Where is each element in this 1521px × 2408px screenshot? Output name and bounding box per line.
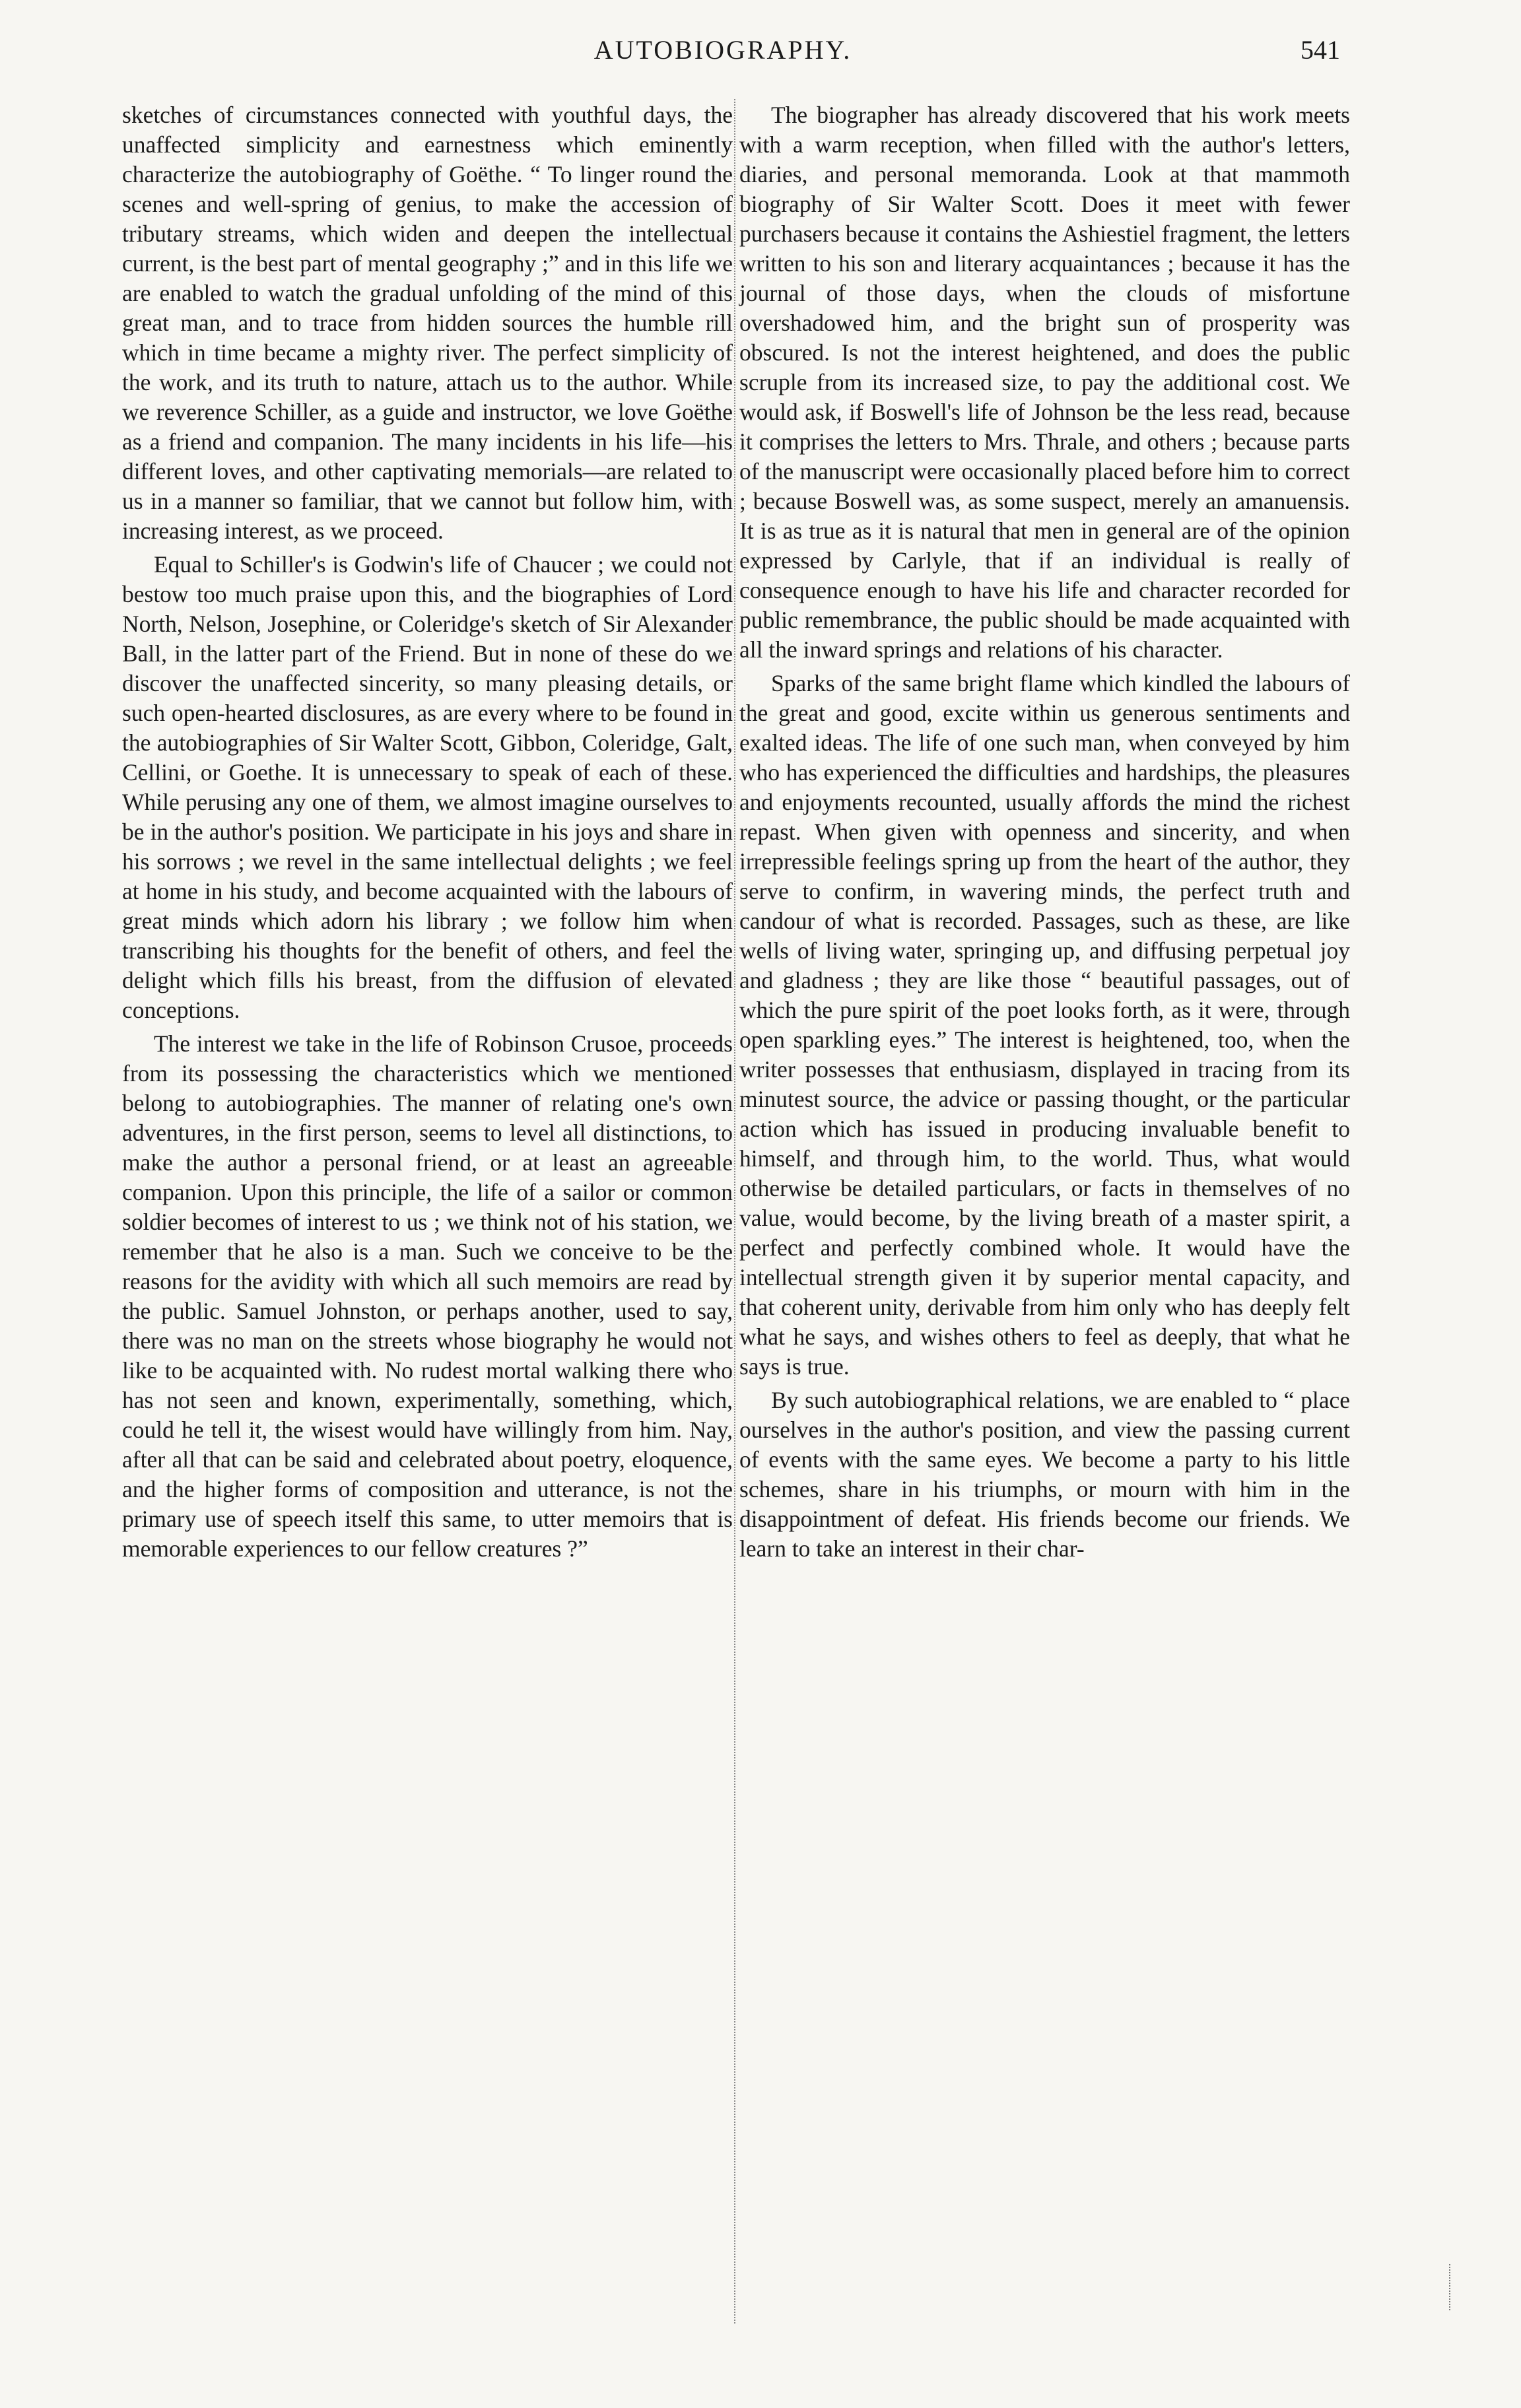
left-paragraph-3: The interest we take in the life of Robinson Crusoe, proceeds from its possessing the characteristics which we mentioned belong to autobiographies. The manner of relating one's own adventures, in the first person, seems to level all distinctions, to make the author a personal friend, or at least an agreeable companion. Upon this principle, the life of a sailor or common soldier becomes of interest to us ; we think not of his station, we remember that he also is a man. Such we conceive to be the reasons for the avidity with which all such memoirs are read by the public. Samuel Johnston, or perhaps another, used to say, there was no man on the streets whose biography he would not like to be acquainted with. No rudest mortal walking there who has not seen and known, experimentally, something, which, could he tell it, the wisest would have willingly from him. Nay, after all that can be said and celebrated about poetry, eloquence, and the higher forms of composition and utterance, is not the primary use of speech itself this same, to utter memoirs that is memorable experiences to our fellow creatures ?” <box>122 1030 733 1562</box>
page-number: 541 <box>1301 35 1340 65</box>
column-divider <box>734 99 735 2324</box>
left-column <box>122 100 733 1568</box>
right-column <box>739 100 1350 1568</box>
running-head <box>106 34 1340 74</box>
right-paragraph-1: The biographer has already discovered that his work meets with a warm reception, when filled with the author's letters, diaries, and personal memoranda. Look at that mammoth biography of Sir Walter Scott. Does it meet with fewer purchasers because it contains the Ashiestiel fragment, the letters written to his son and literary acquaintances ; because it has the journal of those days, when the clouds of misfortune overshadowed him, and the bright sun of prosperity was obscured. Is not the interest heightened, and does the public scruple from its increased size, to pay the additional cost. We would ask, if Boswell's life of Johnson be the less read, because it comprises the letters to Mrs. Thrale, and others ; because parts of the manuscript were occasionally placed before him to correct ; because Boswell was, as some suspect, merely an amanuensis. It is as true as it is natural that men in general are of the opinion expressed by Carlyle, that if an individual is really of consequence enough to have his life and character recorded for public remembrance, the public should be made acquainted with all the inward springs and relations of his character. <box>739 102 1350 663</box>
running-title: AUTOBIOGRAPHY. <box>593 35 852 65</box>
left-paragraph-1: sketches of circumstances connected with youthful days, the unaffected simplicity and earnestness which eminently characterize the autobiography of Goëthe. “ To linger round the scenes and well-spring of genius, to make the accession of tributary streams, which widen and deepen the intellectual current, is the best part of mental geography ;” and in this life we are enabled to watch the gradual unfolding of the mind of this great man, and to trace from hidden sources the humble rill which in time became a mighty river. The perfect simplicity of the work, and its truth to nature, attach us to the author. While we reverence Schiller, as a guide and instructor, we love Goëthe as a friend and companion. The many incidents in his life—his different loves, and other captivating memorials—are related to us in a manner so familiar, that we cannot but follow him, with increasing interest, as we proceed. <box>122 102 733 544</box>
left-paragraph-2: Equal to Schiller's is Godwin's life of Chaucer ; we could not bestow too much praise upon this, and the biographies of Lord North, Nelson, Josephine, or Coleridge's sketch of Sir Alexander Ball, in the latter part of the Friend. But in none of these do we discover the unaffected sincerity, so many pleasing details, or such open-hearted disclosures, as are every where to be found in the autobiographies of Sir Walter Scott, Gibbon, Coleridge, Galt, Cellini, or Goethe. It is unnecessary to speak of each of these. While perusing any one of them, we almost imagine ourselves to be in the author's position. We participate in his joys and share in his sorrows ; we revel in the same intellectual delights ; we feel at home in his study, and become acquainted with the labours of great minds which adorn his library ; we follow him when transcribing his thoughts for the benefit of others, and feel the delight which fills his breast, from the diffusion of elevated conceptions. <box>122 551 733 1023</box>
margin-mark <box>1449 2264 1450 2310</box>
right-paragraph-2: Sparks of the same bright flame which kindled the labours of the great and good, excite within us generous sentiments and exalted ideas. The life of one such man, when conveyed by him who has experienced the difficulties and hardships, the pleasures and enjoyments recounted, usually affords the mind the richest repast. When given with openness and sincerity, and when irrepressible feelings spring up from the heart of the author, they serve to confirm, in wavering minds, the perfect truth and candour of what is recorded. Passages, such as these, are like wells of living water, springing up, and diffusing perpetual joy and gladness ; they are like those “ beautiful passages, out of which the pure spirit of the poet looks forth, as it were, through open sparkling eyes.” The interest is heightened, too, when the writer possesses that enthusiasm, displayed in tracing from its minutest source, the advice or passing thought, or the particular action which has issued in producing invaluable benefit to himself, and through him, to the world. Thus, what would otherwise be detailed particulars, or facts in themselves of no value, would become, by the living breath of a master spirit, a perfect and perfectly combined whole. It would have the intellectual strength given it by superior mental capacity, and that coherent unity, derivable from him only who has deeply felt what he says, and wishes others to feel as deeply, that what he says is true. <box>739 670 1350 1380</box>
right-paragraph-3: By such autobiographical relations, we are enabled to “ place ourselves in the author's position, and view the passing current of events with the same eyes. We become a party to his little schemes, share in his triumphs, or mourn with him in the disappointment of defeat. His friends become our friends. We learn to take an interest in their char- <box>739 1387 1350 1562</box>
